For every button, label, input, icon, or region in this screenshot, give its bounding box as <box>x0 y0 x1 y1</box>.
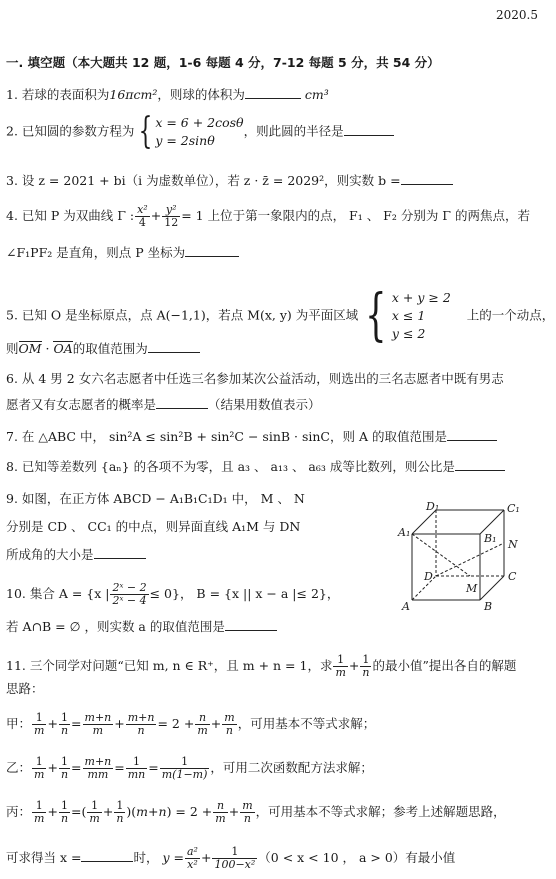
answer-blank[interactable] <box>245 86 301 99</box>
answer-blank[interactable] <box>81 849 133 862</box>
label-b1: B₁ <box>484 532 497 545</box>
question-4: 4. 已知 P 为双曲线 Γ : $\frac{\text{x²}}{4}$ + $\frac{\text{y²}}{12}$ = 1 上位于第一象限内的点， F₁ 、 F₂ 分别为 Γ 的两焦点，若 <box>6 203 530 229</box>
label-m: M <box>466 582 478 595</box>
answer-blank[interactable] <box>185 244 239 257</box>
answer-blank[interactable] <box>156 396 208 409</box>
answer-blank[interactable] <box>344 123 394 136</box>
question-8: 8. 已知等差数列 {aₙ} 的各项不为零，且 a₃ 、 a₁₃ 、 a₆₃ 成等比数列，则公比是 <box>6 458 505 476</box>
question-10-cont: 若 A∩B = ∅ ，则实数 a 的取值范围是 <box>6 618 277 636</box>
question-1: 1. 若球的表面积为16πcm²，则球的体积为 cm³ <box>6 87 329 102</box>
segment-a1m <box>412 534 470 576</box>
date-label: 2020.5 <box>496 8 538 22</box>
question-2: 2. 已知圆的参数方程为 { x = 6 + 2cosθ y = 2sinθ ，则此圆的半径是 <box>6 114 394 150</box>
label-a: A <box>402 600 410 613</box>
label-a1: A₁ <box>398 526 411 539</box>
question-11-final: 可求得当 x = 时， y = $\frac{\text{a²}}{\text{x²}}$ + $\frac{1}{\text{100−x²}}$ （0 < x < 10 ， a > 0）有最小值 <box>6 845 456 871</box>
segment-dn <box>436 543 504 576</box>
label-c1: C₁ <box>507 502 520 515</box>
question-5: 5. 已知 O 是坐标原点，点 A(−1,1)，若点 M(x, y) 为平面区域 { x + y ≥ 2 x ≤ 1 y ≤ 2 上的一个动点， <box>6 283 555 348</box>
question-6: 6. 从 4 男 2 女六名志愿者中任选三名参加某次公益活动，则选出的三名志愿者中既有男志 <box>6 371 504 386</box>
question-4-cont: ∠F₁PF₂ 是直角，则点 P 坐标为 <box>6 244 239 262</box>
answer-blank[interactable] <box>455 458 505 471</box>
question-5-cont: 则OM · OA的取值范围为 <box>6 340 200 358</box>
question-9: 9. 如图，在正方体 ABCD − A₁B₁C₁D₁ 中， M 、 N <box>6 491 305 506</box>
question-9-cont: 分别是 CD 、 CC₁ 的中点，则异面直线 A₁M 与 DN <box>6 519 301 534</box>
question-3: 3. 设 z = 2021 + bi（i 为虚数单位），若 z · z̄ = 2029²，则实数 b = <box>6 172 453 190</box>
question-6-cont: 愿者又有女志愿者的概率是 （结果用数值表示） <box>6 397 321 412</box>
edge-bc <box>480 576 504 600</box>
label-d1: D₁ <box>426 500 440 513</box>
answer-blank[interactable] <box>401 172 453 185</box>
answer-blank[interactable] <box>148 340 200 353</box>
section-title: 一. 填空题（本大题共 12 题，1-6 每题 4 分，7-12 每题 5 分，共 54 分） <box>6 55 440 70</box>
label-b: B <box>484 600 493 613</box>
label-n: N <box>508 538 518 551</box>
edge-b1c1 <box>480 510 504 534</box>
question-7: 7. 在 △ABC 中， sin²A ≤ sin²B + sin²C − sinB · sinC，则 A 的取值范围是 <box>6 428 497 446</box>
solution-yi: 乙： $\frac{1}{m}$ + $\frac{1}{n}$ = $\frac{m+n}{mm}$ = $\frac{1}{mn}$ = $\frac{1}{m(1-m)}$ ，可用二次函数配方法求解； <box>6 755 373 781</box>
question-11: 11. 三个同学对问题“已知 m, n ∈ R⁺，且 m + n = 1，求 $\frac{1}{m}$ + $\frac{1}{n}$ 的最小值”提出各自的解题 <box>6 653 517 679</box>
question-9-cont2: 所成角的大小是 <box>6 546 146 564</box>
answer-blank[interactable] <box>94 546 146 559</box>
solution-bing: 丙： $\frac{1}{m}$ + $\frac{1}{n}$ =( $\frac{1}{m}$ + $\frac{1}{n}$ )(m+n) = 2 + $\frac{n}{m}$ + $\frac{m}{n}$ ，可用基本不等式求解；参考上述解题思路， <box>6 799 506 825</box>
answer-blank[interactable] <box>447 428 497 441</box>
cube-figure <box>396 500 536 618</box>
answer-blank[interactable] <box>225 618 277 631</box>
edge-a1d1 <box>412 510 436 534</box>
question-10: 10. 集合 A = {x | $\frac{\text{2ˣ − 2}}{\text{2ˣ − 4}}$ ≤ 0}， B = {x || x − a |≤ 2}， <box>6 581 340 607</box>
question-11-cont: 思路： <box>6 681 44 696</box>
solution-jia: 甲： $\frac{1}{m}$ + $\frac{1}{n}$ = $\frac{m+n}{m}$ + $\frac{m+n}{n}$ = 2 + $\frac{n}{m}$ + $\frac{m}{n}$ ，可用基本不等式求解； <box>6 711 376 737</box>
label-c: C <box>508 570 517 583</box>
label-d: D <box>424 570 433 583</box>
